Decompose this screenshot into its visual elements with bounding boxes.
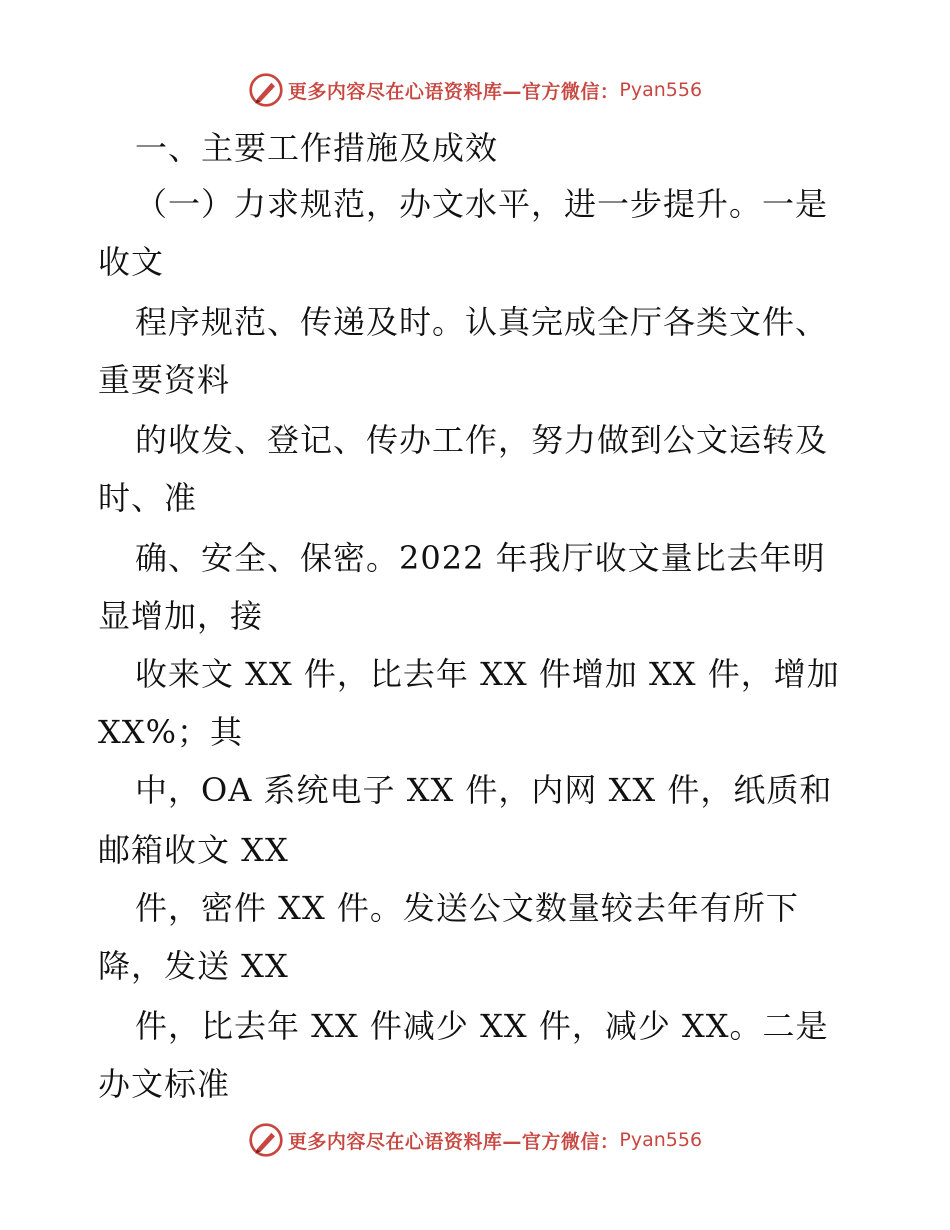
paragraph-line: 收文 — [98, 243, 165, 281]
watermark-text: 更多内容尽在心语资料库—官方微信： — [287, 1130, 620, 1153]
paragraph-line: XX%；其 — [98, 713, 243, 751]
pen-logo-icon — [248, 1122, 284, 1158]
paragraph-line: 重要资料 — [98, 361, 231, 399]
paragraph-line: 时、准 — [98, 479, 198, 517]
watermark-footer — [0, 1120, 950, 1160]
paragraph-line: 中，OA 系统电子 XX 件，内网 XX 件，纸质和 — [135, 771, 833, 809]
paragraph-line: 降，发送 XX — [98, 947, 289, 985]
paragraph-line: 的收发、登记、传办工作，努力做到公文运转及 — [135, 421, 829, 459]
paragraph-line: 程序规范、传递及时。认真完成全厅各类文件、 — [135, 303, 829, 341]
paragraph-line: （一）力求规范，办文水平，进一步提升。一是 — [135, 185, 829, 223]
watermark-header — [0, 70, 950, 110]
paragraph-line: 件，比去年 XX 件减少 XX 件，减少 XX。二是 — [135, 1007, 829, 1045]
paragraph-line: 邮箱收文 XX — [98, 831, 289, 869]
paragraph-line: 件，密件 XX 件。发送公文数量较去年有所下 — [135, 889, 799, 927]
paragraph-line: 确、安全、保密。2022 年我厅收文量比去年明 — [135, 539, 826, 577]
watermark-account: Pyan556 — [619, 79, 703, 101]
paragraph-line: 显增加，接 — [98, 597, 264, 635]
section-heading: 一、主要工作措施及成效 — [135, 129, 499, 167]
pen-logo-icon — [248, 72, 284, 108]
watermark-account: Pyan556 — [619, 1129, 703, 1151]
paragraph-line: 办文标准 — [98, 1065, 231, 1103]
paragraph-line: 收来文 XX 件，比去年 XX 件增加 XX 件，增加 — [135, 655, 840, 693]
watermark-text: 更多内容尽在心语资料库—官方微信： — [287, 80, 620, 103]
